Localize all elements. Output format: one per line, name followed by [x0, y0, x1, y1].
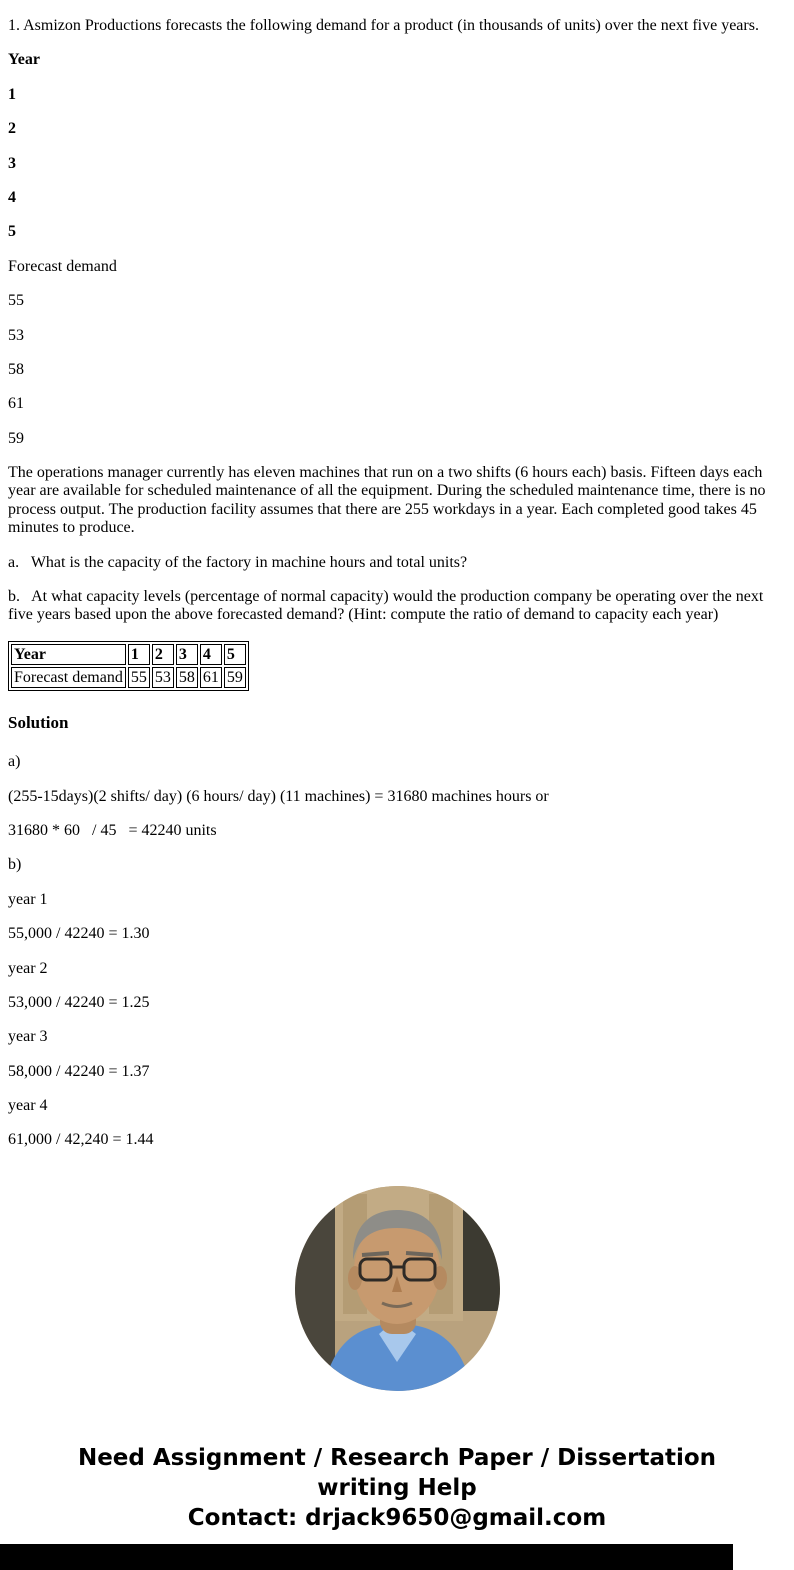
year-heading: Year — [8, 51, 40, 69]
scenario-paragraph: The operations manager currently has eleven machines that run on a two shifts (6 hours each) basis. Fifteen days each year are available for scheduled maintenance of all the equipment. During the scheduled maintenance time, there is no process output. The production facility assumes that there are 255 workdays in a year. Each completed good takes 45 minutes to produce. — [8, 464, 770, 537]
table-cell: 3 — [176, 644, 198, 665]
solution-year-label: year 3 — [8, 1028, 48, 1046]
solution-year-label: year 4 — [8, 1097, 48, 1115]
person-photo-illustration — [295, 1186, 500, 1391]
ratio-calculation: 58,000 / 42240 = 1.37 — [8, 1062, 150, 1080]
year-item: 2 — [8, 120, 16, 138]
footer-bar — [0, 1544, 733, 1570]
contact-email: Contact: drjack9650@gmail.com — [187, 1504, 607, 1531]
solution-year-label: year 1 — [8, 890, 48, 908]
question-b: b. At what capacity levels (percentage of normal capacity) would the production company be operating over the next five years based upon the above forecasted demand? (Hint: compute the ratio of demand to capacity each year) — [8, 588, 768, 624]
solution-year-label: year 2 — [8, 959, 48, 977]
table-cell: 53 — [152, 667, 174, 688]
forecast-value: 58 — [8, 360, 24, 378]
year-item: 1 — [8, 85, 16, 103]
table-cell: 1 — [128, 644, 150, 665]
table-header-row — [11, 644, 246, 665]
person-photo — [8, 1186, 786, 1396]
table-cell: 4 — [200, 644, 222, 665]
table-row — [11, 667, 246, 688]
year-item: 3 — [8, 154, 16, 172]
question-a: a. What is the capacity of the factory in machine hours and total units? — [8, 553, 468, 571]
units-calculation: 31680 * 60 / 45 = 42240 units — [8, 821, 217, 839]
forecast-value: 59 — [8, 429, 24, 447]
intro-paragraph: 1. Asmizon Productions forecasts the following demand for a product (in thousands of units) over the next five years. — [8, 17, 759, 34]
help-heading-line1: Need Assignment / Research Paper / Dissertation — [77, 1444, 717, 1471]
solution-b-label: b) — [8, 856, 22, 874]
table-cell: 5 — [224, 644, 246, 665]
solution-a-label: a) — [8, 753, 21, 771]
demand-table — [8, 641, 249, 691]
year-item: 5 — [8, 223, 16, 241]
table-cell: Year — [11, 644, 126, 665]
help-heading-line2: writing Help — [317, 1474, 477, 1501]
table-cell: 58 — [176, 667, 198, 688]
table-cell: 55 — [128, 667, 150, 688]
table-cell: 2 — [152, 644, 174, 665]
forecast-value: 61 — [8, 395, 24, 413]
forecast-value: 55 — [8, 292, 24, 310]
solution-heading: Solution — [8, 713, 69, 733]
capacity-calculation: (255-15days)(2 shifts/ day) (6 hours/ day) (11 machines) = 31680 machines hours or — [8, 787, 549, 805]
ratio-calculation: 61,000 / 42,240 = 1.44 — [8, 1131, 154, 1149]
ratio-calculation: 55,000 / 42240 = 1.30 — [8, 925, 150, 943]
forecast-value: 53 — [8, 326, 24, 344]
table-cell: 59 — [224, 667, 246, 688]
table-cell: 61 — [200, 667, 222, 688]
help-heading — [8, 1444, 786, 1534]
forecast-label: Forecast demand — [8, 257, 117, 275]
ratio-calculation: 53,000 / 42240 = 1.25 — [8, 993, 150, 1011]
table-cell: Forecast demand — [11, 667, 126, 688]
year-item: 4 — [8, 188, 16, 206]
